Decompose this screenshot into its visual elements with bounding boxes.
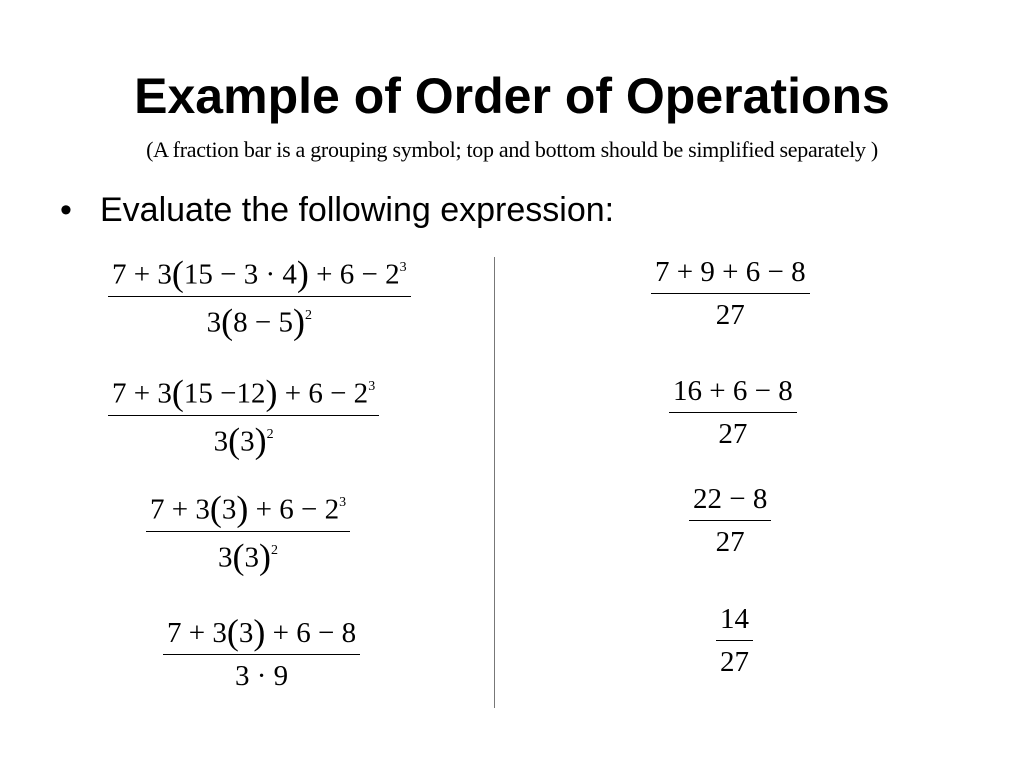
bullet-item bbox=[60, 188, 614, 232]
right-step-3 bbox=[689, 482, 771, 559]
bullet-marker: • bbox=[60, 191, 72, 229]
denominator: $3(3)^2$ bbox=[218, 536, 279, 577]
numerator: $7 + 3(15 - 3 \cdot 4) + 6 - 2^3$ bbox=[112, 253, 407, 294]
numerator: 22 − 8 bbox=[693, 483, 768, 515]
numerator: 7 + 3(3) + 6 − 8 bbox=[167, 612, 357, 652]
left-step-1 bbox=[108, 253, 411, 342]
denominator: $3(3)^2$ bbox=[213, 420, 274, 461]
right-step-2 bbox=[669, 374, 797, 451]
numerator: 14 bbox=[720, 603, 749, 635]
right-step-1 bbox=[651, 255, 810, 332]
denominator: $3(8 - 5)^2$ bbox=[206, 301, 312, 342]
numerator: 7 + 9 + 6 − 8 bbox=[655, 256, 806, 288]
denominator: 27 bbox=[720, 646, 749, 678]
denominator: 27 bbox=[715, 299, 745, 331]
right-step-4 bbox=[716, 602, 753, 679]
left-step-4 bbox=[163, 612, 360, 693]
denominator: 27 bbox=[718, 418, 748, 450]
left-step-2 bbox=[108, 372, 379, 461]
numerator: $7 + 3(15 -12) + 6 - 2^3$ bbox=[112, 372, 376, 413]
left-step-3 bbox=[146, 488, 350, 577]
bullet-text: Evaluate the following expression: bbox=[100, 191, 615, 229]
slide-title: Example of Order of Operations bbox=[134, 68, 890, 124]
column-divider bbox=[494, 257, 495, 708]
slide-subtitle: (A fraction bar is a grouping symbol; top and bottom should be simplified separately ) bbox=[146, 137, 878, 162]
denominator: 3 · 9 bbox=[234, 660, 289, 692]
numerator: $7 + 3(3) + 6 - 2^3$ bbox=[150, 488, 347, 529]
denominator: 27 bbox=[715, 526, 745, 558]
numerator: 16 + 6 − 8 bbox=[673, 375, 793, 407]
